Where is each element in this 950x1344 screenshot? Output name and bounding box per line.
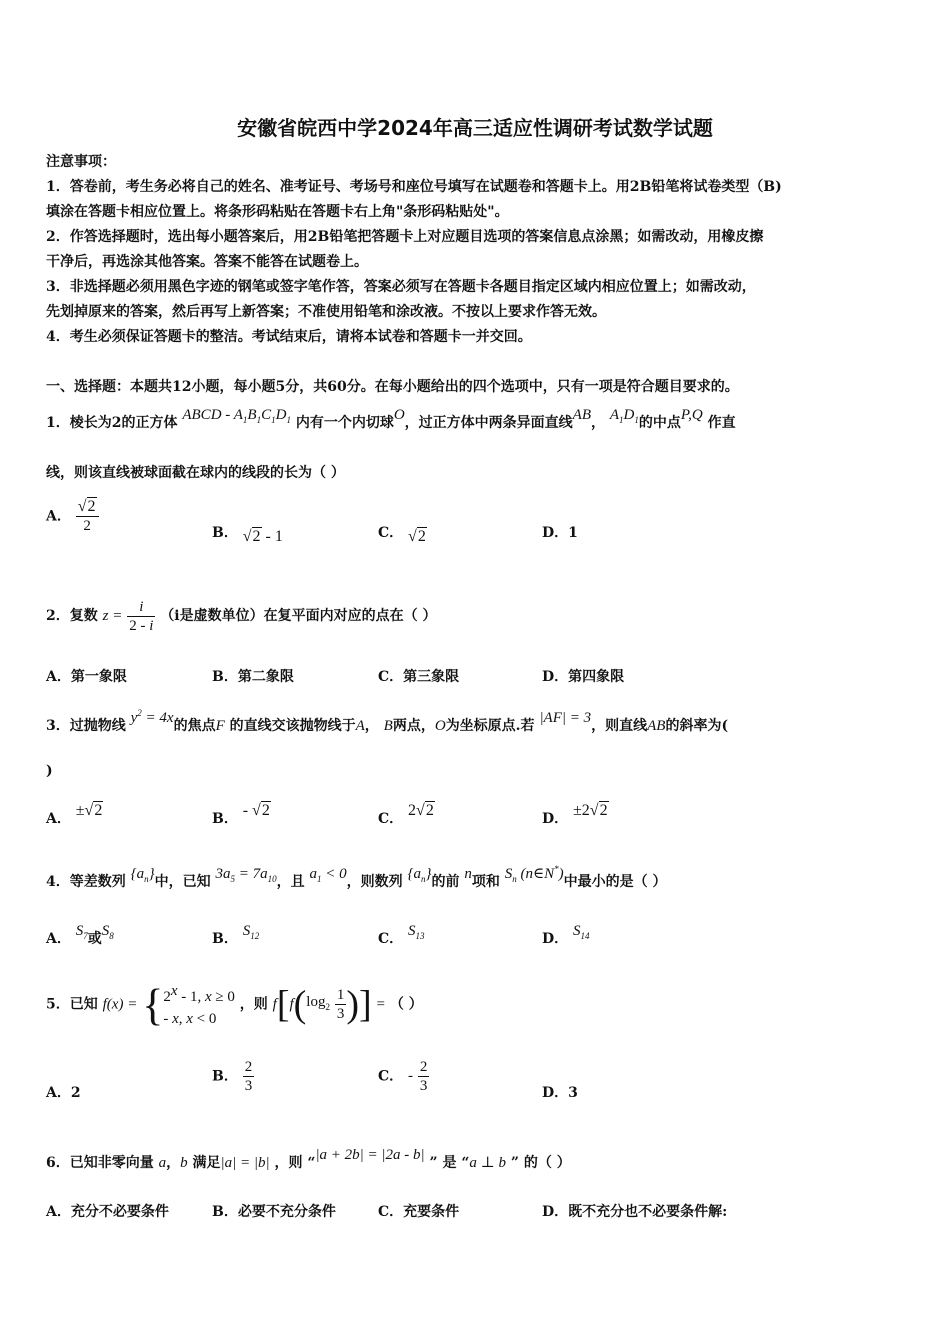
- option-d[interactable]: D． $S_{14}$: [542, 923, 590, 947]
- option-d[interactable]: D．1: [542, 525, 578, 541]
- option-a[interactable]: A．充分不必要条件: [46, 1204, 169, 1220]
- option-b[interactable]: B． $\frac{2}{3}$: [212, 1059, 253, 1094]
- question-5: 5．已知 f(x) = {2$^x$ - 1, x ≥ 0 - x, x < 0 ，则 $f[f(\log_2$ $\frac{1}{3}$ )] = （ ）: [46, 980, 423, 1030]
- option-d[interactable]: D．第四象限: [542, 669, 625, 685]
- option-c[interactable]: C． √2: [378, 525, 426, 545]
- option-b[interactable]: B．必要不充分条件: [212, 1204, 336, 1220]
- notice-line: 1．答卷前，考生务必将自己的姓名、准考证号、考场号和座位号填写在试题卷和答题卡上。用2B铅笔将试卷类型（B): [46, 179, 782, 195]
- notice-line: 干净后，再选涂其他答案。答案不能答在试题卷上。: [46, 254, 368, 270]
- page-title: 安徽省皖西中学2024年高三适应性调研考试数学试题: [237, 116, 713, 140]
- notice-line: 先划掉原来的答案，然后再写上新答案；不准使用铅笔和涂改液。不按以上要求作答无效。: [46, 304, 606, 320]
- option-d[interactable]: D． ±2√2: [542, 802, 608, 827]
- option-b[interactable]: B．第二象限: [212, 669, 294, 685]
- option-a[interactable]: A．第一象限: [46, 669, 127, 685]
- notice-line: 填涂在答题卡相应位置上。将条形码粘贴在答题卡右上角"条形码粘贴处"。: [46, 204, 509, 220]
- question-6: 6．已知非零向量 a，b 满足|a| = |b| ，则 “|a + 2b| = |2a - b| ” 是 “a ⊥ b ” 的（ ）: [46, 1147, 571, 1171]
- option-a[interactable]: A． ±√2: [46, 802, 103, 827]
- section-heading: 一、选择题：本题共12小题，每小题5分，共60分。在每小题给出的四个选项中，只有一项是符合题目要求的。: [46, 379, 739, 395]
- option-b[interactable]: B． - √2: [212, 802, 270, 827]
- notice-line: 2．作答选择题时，选出每小题答案后，用2B铅笔把答题卡上对应题目选项的答案信息点涂黑；如需改动，用橡皮擦: [46, 229, 764, 245]
- question-1-cont: 线，则该直线被球面截在球内的线段的长为（ ）: [46, 465, 345, 481]
- notice-heading: 注意事项：: [46, 154, 116, 170]
- option-c[interactable]: C．充要条件: [378, 1204, 460, 1220]
- option-a[interactable]: A． $\frac{√2}{2}$: [46, 498, 99, 535]
- question-3: 3．过抛物线 $y^2 = 4x$的焦点F 的直线交该抛物线于A， B两点，O为坐标原点.若 |AF| = 3，则直线AB的斜率为(: [46, 708, 729, 734]
- option-c[interactable]: C． 2√2: [378, 802, 434, 827]
- option-a[interactable]: A．2: [46, 1085, 81, 1101]
- question-1: 1．棱长为2的正方体 ABCD - $A_1B_1C_1D_1$ 内有一个内切球O，过正方体中两条异面直线AB， $A_1D_1$的中点P,Q 作直: [46, 407, 736, 431]
- option-b[interactable]: B． √2 - 1: [212, 525, 283, 545]
- notice-line: 4．考生必须保证答题卡的整洁。考试结束后，请将本试卷和答题卡一并交回。: [46, 329, 532, 345]
- option-d[interactable]: D．既不充分也不必要条件解:: [542, 1204, 728, 1220]
- question-4: 4．等差数列 $\{a_n\}$中，已知 $3a_5 = 7a_{10}$，且 $a_1 < 0$，则数列 $\{a_n\}$的前 n项和 $S_n$ (n∈N*)中最小的是（ ）: [46, 864, 667, 890]
- option-c[interactable]: C． - $\frac{2}{3}$: [378, 1059, 428, 1094]
- option-d[interactable]: D．3: [542, 1085, 578, 1101]
- option-a[interactable]: A． $S_7$或$S_8$: [46, 923, 114, 947]
- notice-line: 3．非选择题必须用黑色字迹的钢笔或签字笔作答，答案必须写在答题卡各题目指定区域内相应位置上；如需改动，: [46, 279, 756, 295]
- option-c[interactable]: C．第三象限: [378, 669, 460, 685]
- question-3-cont: ): [46, 763, 53, 779]
- option-b[interactable]: B． $S_{12}$: [212, 923, 260, 947]
- option-c[interactable]: C． $S_{13}$: [378, 923, 425, 947]
- question-2: 2．复数 z = $\frac{i}{2 - i}$ （i是虚数单位）在复平面内对应的点在（ ）: [46, 598, 437, 634]
